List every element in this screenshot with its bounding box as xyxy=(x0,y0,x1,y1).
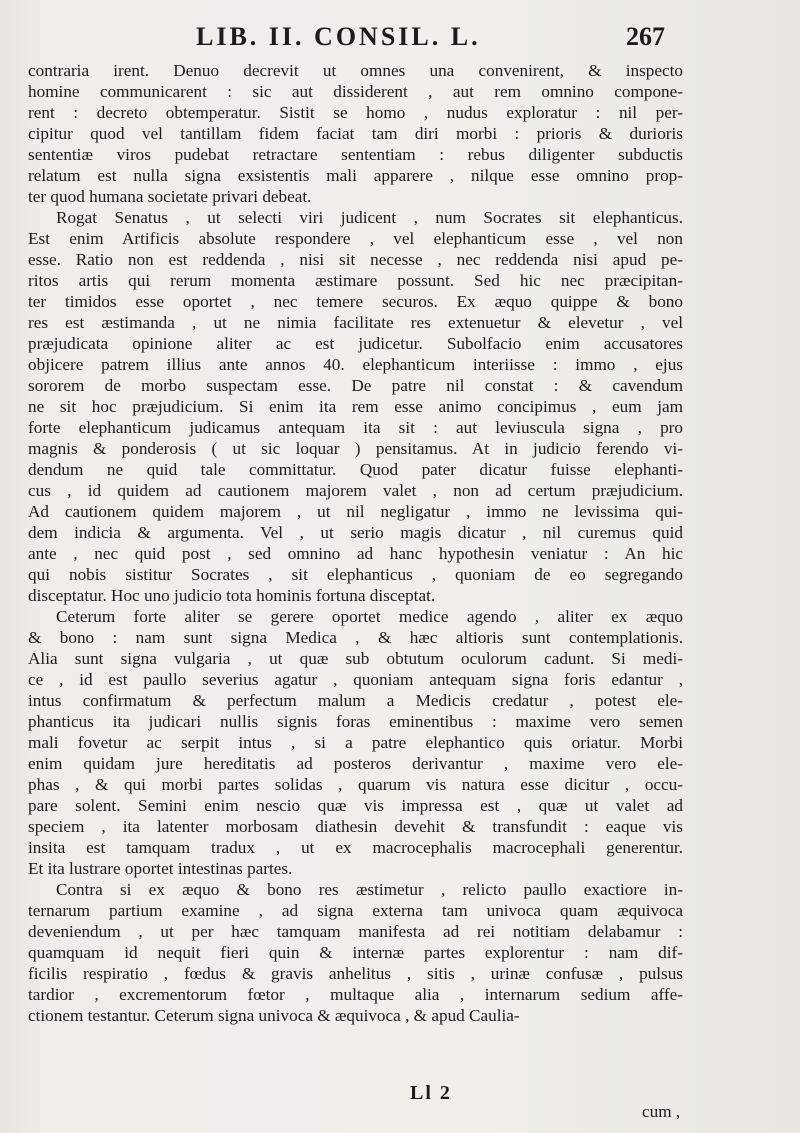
text-line: ante , nec quid post , sed omnino ad hanc hypothesin veniatur : An hic xyxy=(28,544,683,563)
text-line: præjudicata opinione aliter ac est judicetur. Subolfacio enim accusatores xyxy=(28,334,683,353)
text-line: homine communicarent : sic aut dissiderent , aut rem omnino compone- xyxy=(28,82,683,101)
text-line: forte elephanticum judicamus antequam ita sit : aut leviuscula signa , pro xyxy=(28,418,683,437)
text-line: ternarum partium examine , ad signa externa tam univoca quam æquivoca xyxy=(28,901,683,920)
text-line: dem indicia & argumenta. Vel , ut serio magis dicatur , nil curemus quid xyxy=(28,523,683,542)
text-line: ctionem testantur. Ceterum signa univoca & æquivoca , & apud Caulia- xyxy=(28,1006,520,1025)
text-line: mali fovetur ac serpit intus , si a patre elephantico quis oriatur. Morbi xyxy=(28,733,683,752)
text-line: Rogat Senatus , ut selecti viri judicent , num Socrates sit elephanticus. xyxy=(56,208,683,227)
paragraph xyxy=(28,606,683,879)
paragraph xyxy=(28,60,683,207)
text-line: quamquam id nequit fieri quin & internæ partes explorentur : nam dif- xyxy=(28,943,683,962)
catchword: cum , xyxy=(642,1102,681,1121)
text-line: ter timidos esse oportet , nec temere securos. Ex æquo quippe & bono xyxy=(28,292,683,311)
text-line: Alia sunt signa vulgaria , ut quæ sub obtutum oculorum cadunt. Si medi- xyxy=(28,649,683,668)
text-line: ter quod humana societate privari debeat. xyxy=(28,187,312,206)
text-line: ce , id est paullo severius agatur , quoniam antequam signa foris edantur , xyxy=(28,670,683,689)
text-line: ficilis respiratio , fœdus & gravis anhelitus , sitis , urinæ confusæ , pulsus xyxy=(28,964,683,983)
text-line: tardior , excrementorum fœtor , multaque alia , internarum sedium affe- xyxy=(28,985,683,1004)
text-line: ne sit hoc præjudicium. Si enim ita rem esse animo concipimus , eum jam xyxy=(28,397,683,416)
text-line: disceptatur. Hoc uno judicio tota hominis fortuna disceptat. xyxy=(28,586,436,605)
text-line: sententiæ viros pudebat retractare sententiam : rebus diligenter subductis xyxy=(28,145,683,164)
text-line: Est enim Artificis absolute respondere , vel elephanticum esse , vel non xyxy=(28,229,683,248)
text-line: rent : decreto obtemperatur. Sistit se homo , nudus exploratur : nil per- xyxy=(28,103,683,122)
text-line: objicere patrem illius ante annos 40. elephanticum interiisse : immo , ejus xyxy=(28,355,683,374)
text-line: pare solent. Semini enim nescio quæ vis impressa est , quæ ut valet ad xyxy=(28,796,683,815)
text-line: cipitur quod vel tantillam fidem faciat tam diri morbi : prioris & durioris xyxy=(28,124,683,143)
text-line: esse. Ratio non est reddenda , nisi sit necesse , nec reddenda nisi apud pe- xyxy=(28,250,683,269)
text-line: Ad cautionem quidem majorem , ut nil negligatur , immo ne levissima qui- xyxy=(28,502,683,521)
text-line: magnis & ponderosis ( ut sic loquar ) pensitamus. At in judicio ferendo vi- xyxy=(28,439,683,458)
signature-mark: Ll 2 xyxy=(410,1082,452,1104)
text-line: phanticus ita judicari nullis signis foras eminentibus : maxime vero semen xyxy=(28,712,683,731)
text-line: relatum est nulla signa exsistentis mali apparere , nilque esse omnino prop- xyxy=(28,166,683,185)
text-line: Et ita lustrare oportet intestinas partes. xyxy=(28,859,293,878)
text-line: & bono : nam sunt signa Medica , & hæc altioris sunt contemplationis. xyxy=(28,628,683,647)
text-line: contraria irent. Denuo decrevit ut omnes una convenirent, & inspecto xyxy=(28,61,683,80)
text-line: ritos artis qui rerum momenta æstimare possunt. Sed hic nec præcipitan- xyxy=(28,271,683,290)
text-line: Contra si ex æquo & bono res æstimetur , relicto paullo exactiore in- xyxy=(56,880,683,899)
text-line: insita est tamquam tradux , ut ex macrocephalis macrocephali generentur. xyxy=(28,838,683,857)
text-line: cus , id quidem ad cautionem majorem valet , non ad certum præjudicium. xyxy=(28,481,683,500)
text-line: enim quidam jure hereditatis ad posteros derivantur , maxime vero ele- xyxy=(28,754,683,773)
text-line: dendum ne quid tale committatur. Quod pater dicatur fuisse elephanti- xyxy=(28,460,683,479)
text-line: phas , & qui morbi partes solidas , quarum vis natura esse dicitur , occu- xyxy=(28,775,683,794)
running-title: LIB. II. CONSIL. L. xyxy=(196,22,481,51)
page-number: 267 xyxy=(626,22,665,51)
text-body xyxy=(28,60,683,1026)
text-line: qui nobis sistitur Socrates , sit elephanticus , quoniam de eo segregando xyxy=(28,565,683,584)
text-line: intus confirmatum & perfectum malum a Medicis credatur , potest ele- xyxy=(28,691,683,710)
text-line: speciem , ita latenter morbosam diathesin devehit & transfundit : eaque vis xyxy=(28,817,683,836)
text-line: res est æstimanda , ut ne nimia facilitate res extenuetur & elevetur , vel xyxy=(28,313,683,332)
page-header xyxy=(0,22,800,58)
paragraph xyxy=(28,207,683,606)
text-line: Ceterum forte aliter se gerere oportet medice agendo , aliter ex æquo xyxy=(56,607,683,626)
text-line: deveniendum , ut per hæc tamquam manifesta ad rei notitiam delabamur : xyxy=(28,922,683,941)
paragraph xyxy=(28,879,683,1026)
text-line: sororem de morbo suspectam esse. De patre nil constat : & cavendum xyxy=(28,376,683,395)
